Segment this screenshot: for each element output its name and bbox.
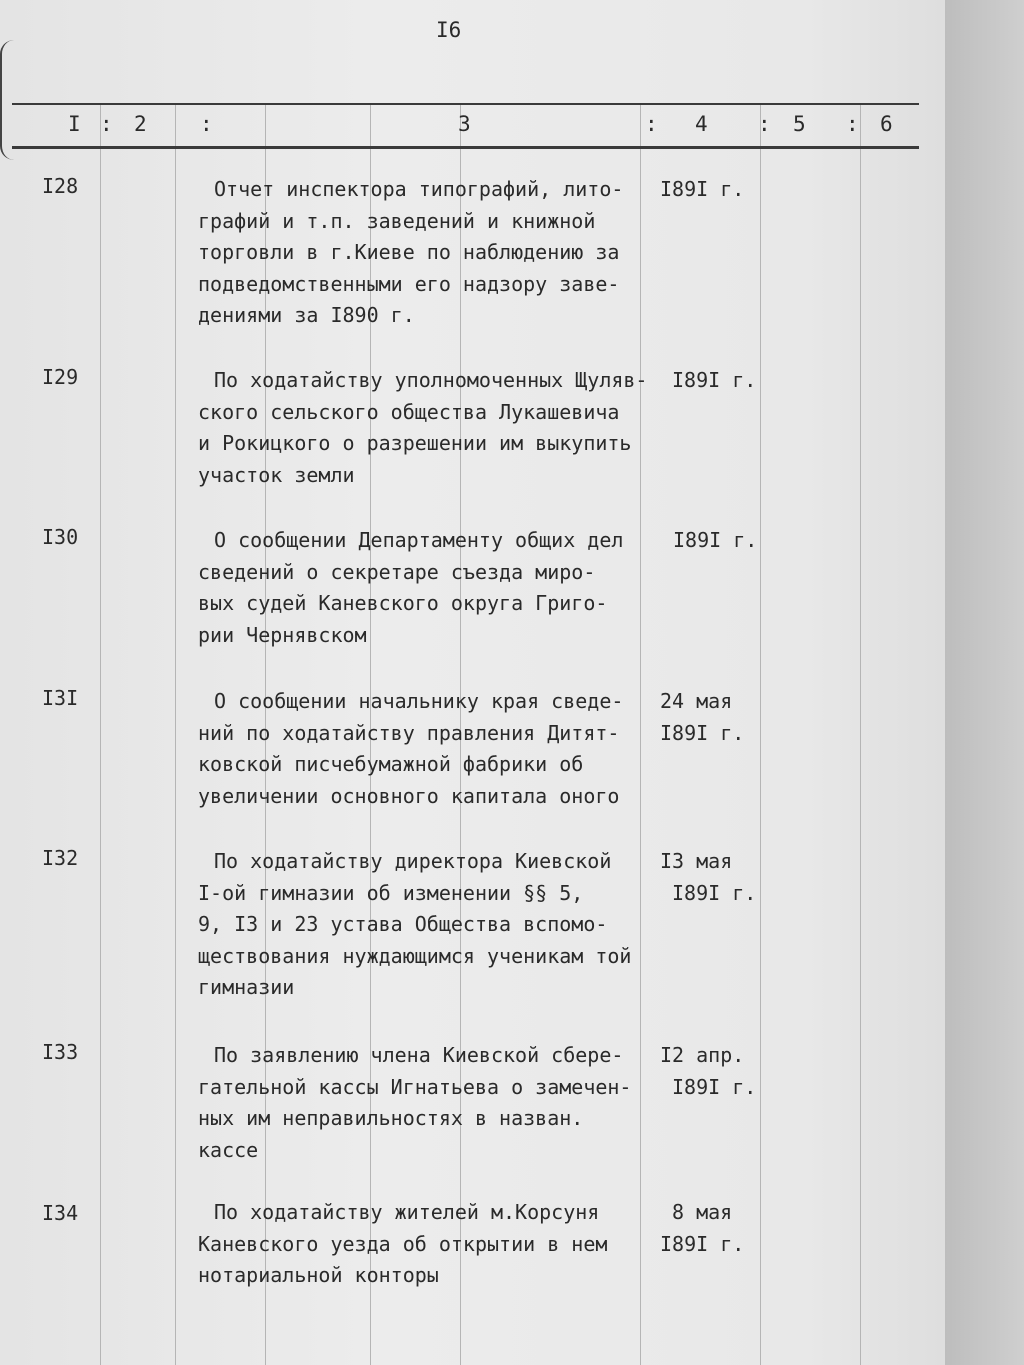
column-rule — [860, 104, 861, 1365]
entry-description — [198, 365, 668, 491]
entry-date — [660, 174, 744, 206]
description-line: ний по ходатайству правления Дитят- — [198, 720, 620, 745]
description-line: 9, I3 и 23 устава Общества вспомо- — [198, 912, 608, 936]
date-line: 24 мая — [660, 689, 733, 713]
header-separator: : — [846, 112, 859, 136]
column-rule — [760, 104, 761, 1365]
date-line: I3 мая — [660, 849, 733, 873]
entry-number: I29 — [42, 365, 79, 389]
description-line: По ходатайству уполномоченных Щуляв- — [214, 368, 648, 392]
column-6-header: 6 — [880, 112, 893, 136]
description-line: графий и т.п. заведений и книжной — [198, 208, 596, 233]
entry-date — [660, 1040, 756, 1103]
description-line: торговли в г.Киеве по наблюдению за — [198, 240, 620, 264]
description-line: рии Чернявском — [198, 622, 367, 647]
description-line: кассе — [198, 1137, 259, 1162]
page-edge — [945, 0, 1024, 1365]
column-3-header: 3 — [458, 112, 471, 136]
description-line: ского сельского общества Лукашевича — [198, 399, 620, 424]
description-line: гательной кассы Игнатьева о замечен- — [198, 1074, 632, 1099]
entry-number: I32 — [42, 846, 79, 870]
description-line: дениями за I890 г. — [198, 303, 415, 327]
page-number: I6 — [436, 18, 462, 42]
description-line: подведомственными его надзору заве- — [198, 271, 620, 296]
column-4-header: 4 — [695, 112, 708, 136]
column-rule — [175, 104, 176, 1365]
column-5-header: 5 — [793, 112, 806, 136]
entry-description — [198, 686, 668, 812]
entry-date — [673, 525, 757, 557]
column-rule — [100, 104, 101, 1365]
description-line: I-ой гимназии об изменении §§ 5, — [198, 880, 584, 905]
binding-bracket — [0, 40, 20, 160]
date-line: I89I г. — [672, 368, 757, 392]
entry-description — [198, 525, 668, 651]
description-line: Отчет инспектора типографий, лито- — [214, 177, 624, 201]
entry-number: I33 — [42, 1040, 79, 1064]
column-2-header: 2 — [134, 112, 147, 136]
entry-description — [198, 846, 668, 1004]
date-line: I89I г. — [660, 177, 745, 201]
description-line: нотариальной конторы — [198, 1263, 439, 1287]
description-line: По заявлению члена Киевской сбере- — [214, 1043, 624, 1067]
date-line: I89I г. — [672, 880, 757, 905]
description-line: вых судей Каневского округа Григо- — [198, 591, 608, 615]
description-line: По ходатайству жителей м.Корсуня — [214, 1200, 600, 1224]
date-line: 8 мая — [672, 1200, 733, 1224]
header-separator: : — [645, 112, 658, 136]
entry-description — [198, 174, 668, 332]
date-line: I89I г. — [672, 1074, 757, 1099]
description-line: ществования нуждающимся ученикам той — [198, 943, 632, 968]
entry-date — [660, 846, 756, 909]
entry-description — [198, 1197, 668, 1292]
description-line: ных им неправильностях в назван. — [198, 1106, 584, 1130]
date-line: I89I г. — [660, 720, 745, 745]
description-line: По ходатайству директора Киевской — [214, 849, 612, 873]
column-1-header: I — [68, 112, 81, 136]
description-line: и Рокицкого о разрешении им выкупить — [198, 431, 632, 455]
date-line: I89I г. — [673, 528, 758, 552]
date-line: I2 апр. — [660, 1043, 745, 1067]
description-line: ковской писчебумажной фабрики об — [198, 752, 584, 776]
entry-number: I28 — [42, 174, 79, 198]
header-bottom-rule — [12, 146, 919, 149]
header-separator: : — [200, 112, 213, 136]
entry-number: I3I — [42, 686, 79, 710]
description-line: О сообщении Департаменту общих дел — [214, 528, 624, 552]
description-line: сведений о секретаре съезда миро- — [198, 559, 596, 584]
entry-description — [198, 1040, 668, 1166]
header-top-rule — [12, 103, 919, 105]
date-line: I89I г. — [660, 1231, 745, 1256]
description-line: участок земли — [198, 462, 355, 487]
entry-date — [672, 365, 756, 397]
description-line: Каневского уезда об открытии в нем — [198, 1231, 608, 1256]
description-line: гимназии — [198, 975, 295, 999]
entry-number: I30 — [42, 525, 79, 549]
entry-date — [660, 686, 744, 749]
entry-date — [660, 1197, 744, 1260]
entry-number: I34 — [42, 1201, 79, 1225]
description-line: О сообщении начальнику края сведе- — [214, 689, 624, 713]
header-separator: : — [100, 112, 113, 136]
header-separator: : — [758, 112, 771, 136]
description-line: увеличении основного капитала оного — [198, 783, 620, 808]
